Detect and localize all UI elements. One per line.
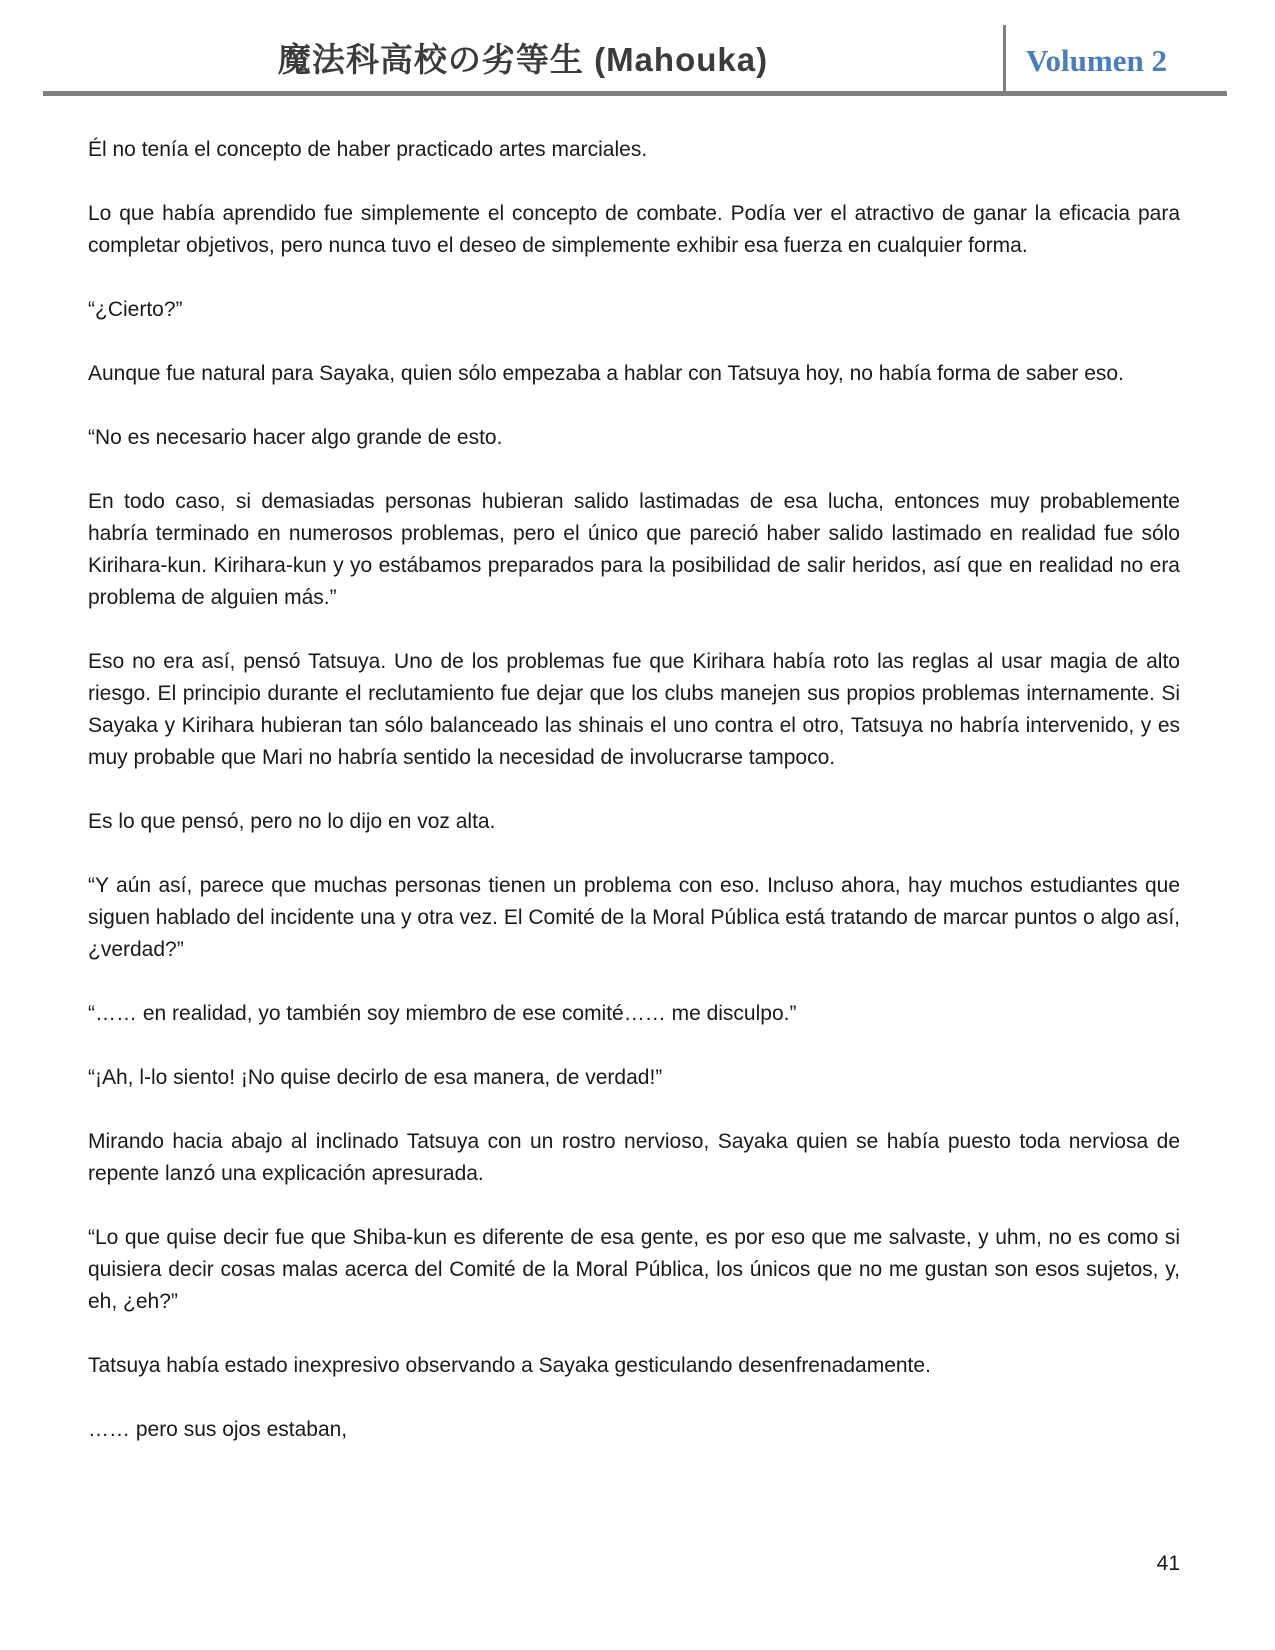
paragraph: Es lo que pensó, pero no lo dijo en voz alta. bbox=[88, 810, 496, 833]
paragraph: “No es necesario hacer algo grande de esto. bbox=[88, 426, 503, 449]
page-number: 41 bbox=[1156, 1552, 1180, 1575]
paragraph: Tatsuya había estado inexpresivo observando a Sayaka gesticulando desenfrenadamente. bbox=[88, 1354, 931, 1377]
page-body bbox=[88, 134, 1180, 1478]
paragraph: “…… en realidad, yo también soy miembro de ese comité…… me disculpo.” bbox=[88, 1002, 797, 1025]
paragraph: …… pero sus ojos estaban, bbox=[88, 1418, 348, 1441]
paragraph: Eso no era así, pensó Tatsuya. Uno de los problemas fue que Kirihara había roto las reglas al usar magia de alto riesgo. El principio durante el reclutamiento fue dejar que los clubs manejen sus propios problemas internamente. Si Sayaka y Kirihara hubieran tan sólo balanceado las shinais el uno contra el otro, Tatsuya no habría intervenido, y es muy probable que Mari no habría sentido la necesidad de involucrarse tampoco. bbox=[88, 650, 1180, 769]
page-header bbox=[43, 0, 1227, 96]
paragraph: Lo que había aprendido fue simplemente el concepto de combate. Podía ver el atractivo de ganar la eficacia para completar objetivos, pero nunca tuvo el deseo de simplemente exhibir esa fuerza en cualquier forma. bbox=[88, 202, 1180, 257]
paragraph: Mirando hacia abajo al inclinado Tatsuya con un rostro nervioso, Sayaka quien se había puesto toda nerviosa de repente lanzó una explicación apresurada. bbox=[88, 1130, 1180, 1185]
volume-label: Volumen 2 bbox=[1026, 43, 1167, 78]
paragraph: “Y aún así, parece que muchas personas tienen un problema con eso. Incluso ahora, hay muchos estudiantes que siguen hablado del incidente una y otra vez. El Comité de la Moral Pública está tratando de marcar puntos o algo así, ¿verdad?” bbox=[88, 874, 1180, 961]
paragraph: Aunque fue natural para Sayaka, quien sólo empezaba a hablar con Tatsuya hoy, no había forma de saber eso. bbox=[88, 362, 1124, 385]
paragraph: “¡Ah, l-lo siento! ¡No quise decirlo de esa manera, de verdad!” bbox=[88, 1066, 663, 1089]
paragraph: En todo caso, si demasiadas personas hubieran salido lastimadas de esa lucha, entonces muy probablemente habría terminado en numerosos problemas, pero el único que pareció haber salido lastimado en realidad fue sólo Kirihara-kun. Kirihara-kun y yo estábamos preparados para la posibilidad de salir heridos, así que en realidad no era problema de alguien más.” bbox=[88, 490, 1180, 609]
paragraph: “¿Cierto?” bbox=[88, 298, 183, 321]
paragraph: “Lo que quise decir fue que Shiba-kun es diferente de esa gente, es por eso que me salvaste, y uhm, no es como si quisiera decir cosas malas acerca del Comité de la Moral Pública, los únicos que no me gustan son esos sujetos, y, eh, ¿eh?” bbox=[88, 1226, 1180, 1313]
paragraph: Él no tenía el concepto de haber practicado artes marciales. bbox=[88, 138, 648, 161]
page-title: 魔法科高校の劣等生 (Mahouka) bbox=[277, 41, 769, 78]
